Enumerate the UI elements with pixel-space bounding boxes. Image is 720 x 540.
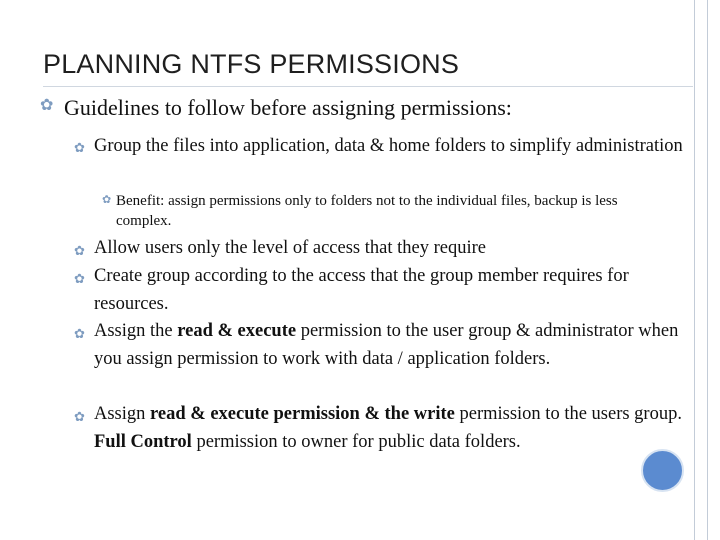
bullet-icon: ✿ [40,97,54,114]
bullet-icon: ✿ [102,194,112,206]
slide-title: PLANNING NTFS PERMISSIONS [43,49,460,79]
decorative-rule [707,0,708,540]
bullet-icon: ✿ [74,243,85,258]
emphasis-text: Full Control [94,431,192,452]
accent-circle [641,449,684,492]
bullet-icon: ✿ [74,271,85,286]
item-text: Assign the [94,321,178,341]
list-item [94,318,684,373]
list-item: Create group according to the access that the group member requires for resources. [94,266,629,314]
bullet-icon: ✿ [74,326,85,341]
list-item [94,401,684,456]
bullet-icon: ✿ [74,409,85,424]
list-item: Allow users only the level of access that they require [94,238,486,258]
item-text: Assign [94,404,151,424]
item-text: permission to the user group & administrator when you assign permission to work with data / application folders. [94,321,679,369]
emphasis-text: read & execute [177,321,297,341]
bullet-icon: ✿ [74,140,85,155]
item-text: permission to owner for public data folders. [191,431,521,452]
item-text: permission to the users group. [454,404,682,424]
guidelines-heading: Guidelines to follow before assigning permissions: [64,95,512,120]
emphasis-text: read & execute permission & the write [150,404,455,424]
title-divider [43,86,693,87]
list-subitem: Benefit: assign permissions only to folders not to the individual files, backup is less complex. [116,193,618,229]
decorative-rule [694,0,695,540]
list-item: Group the files into application, data & home folders to simplify administration [94,136,683,156]
